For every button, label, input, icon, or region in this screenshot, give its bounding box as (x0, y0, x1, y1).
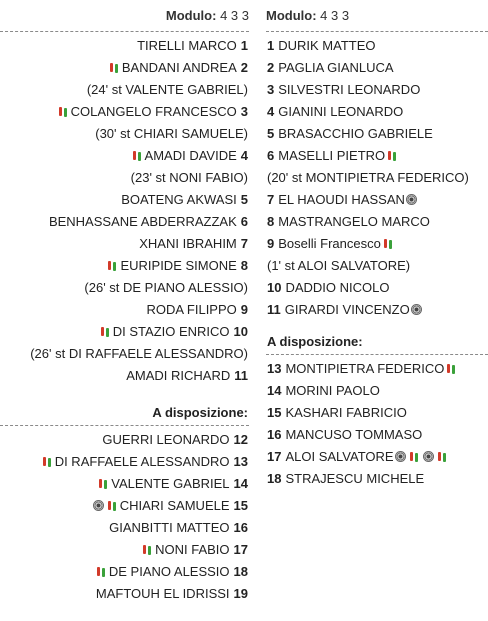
soccer-ball-icon (423, 451, 434, 462)
home-bench-title: A disposizione: (152, 405, 248, 420)
player-row (0, 57, 258, 79)
player-name: DADDIO NICOLO (285, 280, 390, 295)
player-row (0, 35, 258, 57)
player-row (0, 299, 258, 321)
player-row (0, 145, 258, 167)
shirt-number: 4 (240, 148, 248, 163)
substitution-arrows-icon (132, 150, 143, 162)
player-name: MORINI PAOLO (285, 383, 380, 398)
player-row (0, 473, 258, 495)
player-name: MAFTOUH EL IDRISSI (95, 586, 230, 601)
shirt-number: 5 (240, 192, 248, 207)
substitution-arrows-icon (409, 451, 420, 463)
player-name: KASHARI FABRICIO (285, 405, 407, 420)
player-row (0, 321, 258, 343)
player-name: DE PIANO ALESSIO (108, 564, 230, 579)
shirt-number: 8 (240, 258, 248, 273)
shirt-number: 2 (267, 60, 275, 75)
player-row (0, 451, 258, 473)
player-name: (1' st ALOI SALVATORE) (267, 258, 411, 273)
player-row (258, 79, 488, 101)
shirt-number: 9 (267, 236, 275, 251)
shirt-number: 7 (240, 236, 248, 251)
player-row (258, 255, 488, 277)
player-row (0, 79, 258, 101)
player-row (258, 101, 488, 123)
player-row (0, 189, 258, 211)
player-name: EL HAOUDI HASSAN (278, 192, 405, 207)
substitution-arrows-icon (100, 326, 111, 338)
home-bench (0, 401, 258, 605)
substitution-arrows-icon (142, 544, 153, 556)
formation-value: 4 3 3 (220, 8, 249, 23)
player-name: (30' st CHIARI SAMUELE) (95, 126, 248, 141)
shirt-number: 15 (233, 498, 248, 513)
player-row (258, 446, 488, 468)
player-row (0, 123, 258, 145)
player-name: DI RAFFAELE ALESSANDRO (54, 454, 230, 469)
shirt-number: 15 (267, 405, 282, 420)
player-name: CHIARI SAMUELE (119, 498, 230, 513)
player-name: (26' st DE PIANO ALESSIO) (84, 280, 248, 295)
player-row (0, 561, 258, 583)
shirt-number: 10 (233, 324, 248, 339)
home-starters-list (0, 32, 258, 387)
player-row (258, 380, 488, 402)
player-name: BOATENG AKWASI (121, 192, 237, 207)
player-name: DURIK MATTEO (278, 38, 376, 53)
player-row (258, 189, 488, 211)
player-row (0, 277, 258, 299)
shirt-number: 3 (267, 82, 275, 97)
player-name: BRASACCHIO GABRIELE (278, 126, 433, 141)
player-row (258, 123, 488, 145)
player-row (258, 211, 488, 233)
shirt-number: 11 (234, 368, 248, 383)
shirt-number: 13 (233, 454, 248, 469)
player-row (258, 277, 488, 299)
substitution-arrows-icon (42, 456, 53, 468)
player-row (258, 35, 488, 57)
shirt-number: 18 (267, 471, 282, 486)
shirt-number: 5 (267, 126, 275, 141)
player-name: VALENTE GABRIEL (111, 476, 230, 491)
substitution-arrows-icon (383, 238, 394, 250)
player-row (0, 255, 258, 277)
player-name: (23' st NONI FABIO) (130, 170, 248, 185)
substitution-arrows-icon (109, 62, 120, 74)
player-row (0, 343, 258, 365)
shirt-number: 16 (267, 427, 282, 442)
player-name: STRAJESCU MICHELE (285, 471, 425, 486)
away-bench-title: A disposizione: (267, 334, 363, 349)
player-name: PAGLIA GIANLUCA (278, 60, 394, 75)
player-row (0, 167, 258, 189)
shirt-number: 14 (233, 476, 248, 491)
player-row (0, 101, 258, 123)
shirt-number: 19 (233, 586, 248, 601)
shirt-number: 17 (233, 542, 248, 557)
player-name: MASTRANGELO MARCO (278, 214, 430, 229)
player-row (258, 424, 488, 446)
shirt-number: 9 (240, 302, 248, 317)
shirt-number: 12 (233, 432, 248, 447)
player-row (0, 495, 258, 517)
player-name: MANCUSO TOMMASO (285, 427, 423, 442)
substitution-arrows-icon (387, 150, 398, 162)
player-name: (20' st MONTIPIETRA FEDERICO) (267, 170, 469, 185)
player-name: AMADI RICHARD (126, 368, 231, 383)
player-row (0, 365, 258, 387)
player-name: EURIPIDE SIMONE (120, 258, 237, 273)
player-name: RODA FILIPPO (146, 302, 237, 317)
shirt-number: 14 (267, 383, 282, 398)
shirt-number: 6 (267, 148, 275, 163)
player-name: GIRARDI VINCENZO (284, 302, 410, 317)
player-name: GIANINI LEONARDO (278, 104, 404, 119)
player-name: NONI FABIO (155, 542, 230, 557)
away-team-column (258, 0, 488, 490)
shirt-number: 1 (267, 38, 275, 53)
player-name: (24' st VALENTE GABRIEL) (86, 82, 248, 97)
substitution-arrows-icon (437, 451, 448, 463)
shirt-number: 1 (240, 38, 248, 53)
player-name: MASELLI PIETRO (278, 148, 386, 163)
away-formation (258, 0, 488, 31)
player-row (258, 402, 488, 424)
home-bench-list (0, 426, 258, 605)
player-row (258, 57, 488, 79)
substitution-arrows-icon (58, 106, 69, 118)
player-name: Boselli Francesco (278, 236, 381, 251)
player-name: MONTIPIETRA FEDERICO (285, 361, 445, 376)
player-name: BANDANI ANDREA (121, 60, 237, 75)
shirt-number: 13 (267, 361, 282, 376)
player-row (0, 211, 258, 233)
player-row (0, 517, 258, 539)
home-formation (0, 0, 258, 31)
shirt-number: 18 (233, 564, 248, 579)
player-name: AMADI DAVIDE (144, 148, 237, 163)
player-name: SILVESTRI LEONARDO (278, 82, 421, 97)
formation-value: 4 3 3 (320, 8, 350, 23)
substitution-arrows-icon (107, 500, 118, 512)
shirt-number: 3 (240, 104, 248, 119)
shirt-number: 6 (240, 214, 248, 229)
away-bench (258, 330, 488, 490)
player-row (258, 167, 488, 189)
soccer-ball-icon (411, 304, 422, 315)
formation-label: Modulo: (165, 8, 217, 23)
player-row (258, 145, 488, 167)
shirt-number: 16 (233, 520, 248, 535)
player-row (0, 429, 258, 451)
shirt-number: 10 (267, 280, 282, 295)
player-name: (26' st DI RAFFAELE ALESSANDRO) (30, 346, 248, 361)
player-row (258, 299, 488, 321)
player-row (0, 233, 258, 255)
player-name: GUERRI LEONARDO (102, 432, 230, 447)
player-row (258, 233, 488, 255)
shirt-number: 17 (267, 449, 282, 464)
player-name: TIRELLI MARCO (137, 38, 237, 53)
player-row (258, 468, 488, 490)
player-name: DI STAZIO ENRICO (112, 324, 230, 339)
player-name: XHANI IBRAHIM (139, 236, 237, 251)
player-row (258, 358, 488, 380)
shirt-number: 8 (267, 214, 275, 229)
soccer-ball-icon (395, 451, 406, 462)
shirt-number: 4 (267, 104, 275, 119)
formation-label: Modulo: (266, 8, 317, 23)
substitution-arrows-icon (96, 566, 107, 578)
player-name: COLANGELO FRANCESCO (70, 104, 237, 119)
soccer-ball-icon (93, 500, 104, 511)
player-row (0, 539, 258, 561)
substitution-arrows-icon (446, 363, 457, 375)
player-name: GIANBITTI MATTEO (109, 520, 230, 535)
soccer-ball-icon (406, 194, 417, 205)
away-bench-list (258, 355, 488, 490)
player-name: ALOI SALVATORE (285, 449, 394, 464)
player-name: BENHASSANE ABDERRAZZAK (48, 214, 237, 229)
player-row (0, 583, 258, 605)
away-starters-list (258, 32, 488, 321)
shirt-number: 11 (267, 302, 281, 317)
substitution-arrows-icon (98, 478, 109, 490)
substitution-arrows-icon (107, 260, 118, 272)
shirt-number: 7 (267, 192, 275, 207)
shirt-number: 2 (240, 60, 248, 75)
